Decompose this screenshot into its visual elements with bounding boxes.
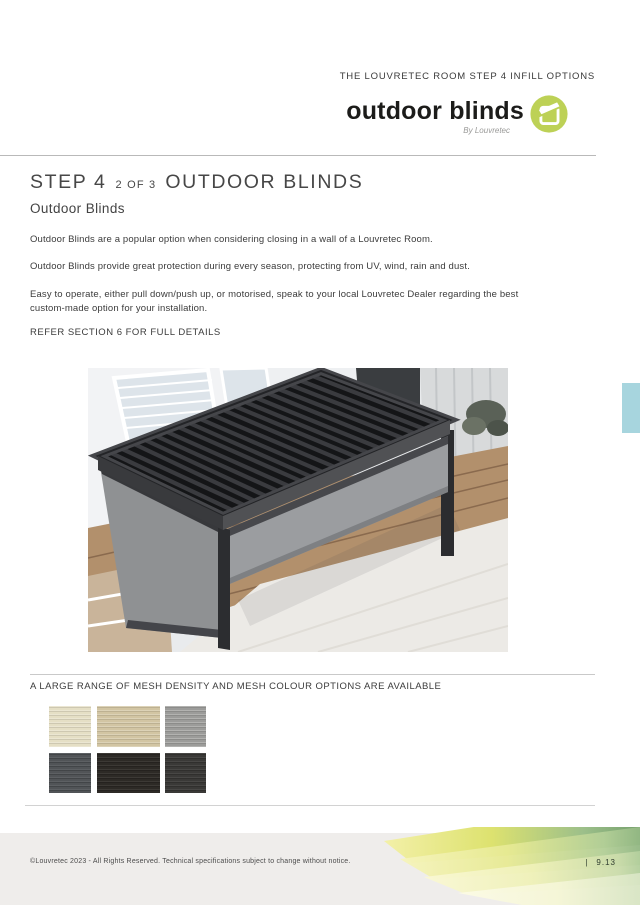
mesh-swatch-black-weave — [97, 753, 160, 793]
page-subtitle: Outdoor Blinds — [30, 201, 125, 216]
logo-tagline: By Louvretec — [463, 125, 510, 135]
step-count: 2 OF 3 — [115, 179, 157, 191]
outdoor-blinds-logo — [346, 94, 569, 139]
louvre-cube-icon — [529, 94, 569, 139]
mesh-swatch-charcoal — [165, 753, 206, 793]
mesh-swatch-dark-grey — [49, 753, 91, 793]
logo-wordmark: outdoor blinds — [346, 97, 524, 126]
section-edge-tab — [622, 383, 640, 433]
body-paragraph: Outdoor Blinds are a popular option when considering closing in a wall of a Louvretec Room. — [30, 234, 433, 245]
refer-note: REFER SECTION 6 FOR FULL DETAILS — [30, 327, 221, 338]
page-kicker: THE LOUVRETEC ROOM STEP 4 INFILL OPTIONS — [339, 71, 595, 82]
body-paragraph: Easy to operate, either pull down/push up, or motorised, speak to your local Louvretec Dealer regarding the best custom-made option for your installation. — [30, 289, 519, 315]
page-number-bar: | — [585, 858, 589, 867]
page-number — [585, 858, 616, 867]
swatch-caption: A LARGE RANGE OF MESH DENSITY AND MESH COLOUR OPTIONS ARE AVAILABLE — [30, 681, 442, 692]
mesh-swatch-grey — [165, 706, 206, 747]
step-label: STEP 4 — [30, 171, 107, 193]
product-photo — [88, 368, 508, 652]
footer-divider — [25, 805, 595, 806]
mesh-swatch-cream — [49, 706, 91, 747]
step-title: OUTDOOR BLINDS — [165, 171, 364, 193]
body-paragraph: Outdoor Blinds provide great protection during every season, protecting from UV, wind, rain and dust. — [30, 261, 470, 272]
header-divider — [0, 155, 596, 156]
caption-divider — [30, 674, 595, 675]
step-heading — [30, 171, 363, 194]
mesh-swatch-sand — [97, 706, 160, 747]
copyright-text: ©Louvretec 2023 - All Rights Reserved. Technical specifications subject to change without notice. — [30, 858, 351, 865]
page-number-value: 9.13 — [596, 858, 616, 867]
